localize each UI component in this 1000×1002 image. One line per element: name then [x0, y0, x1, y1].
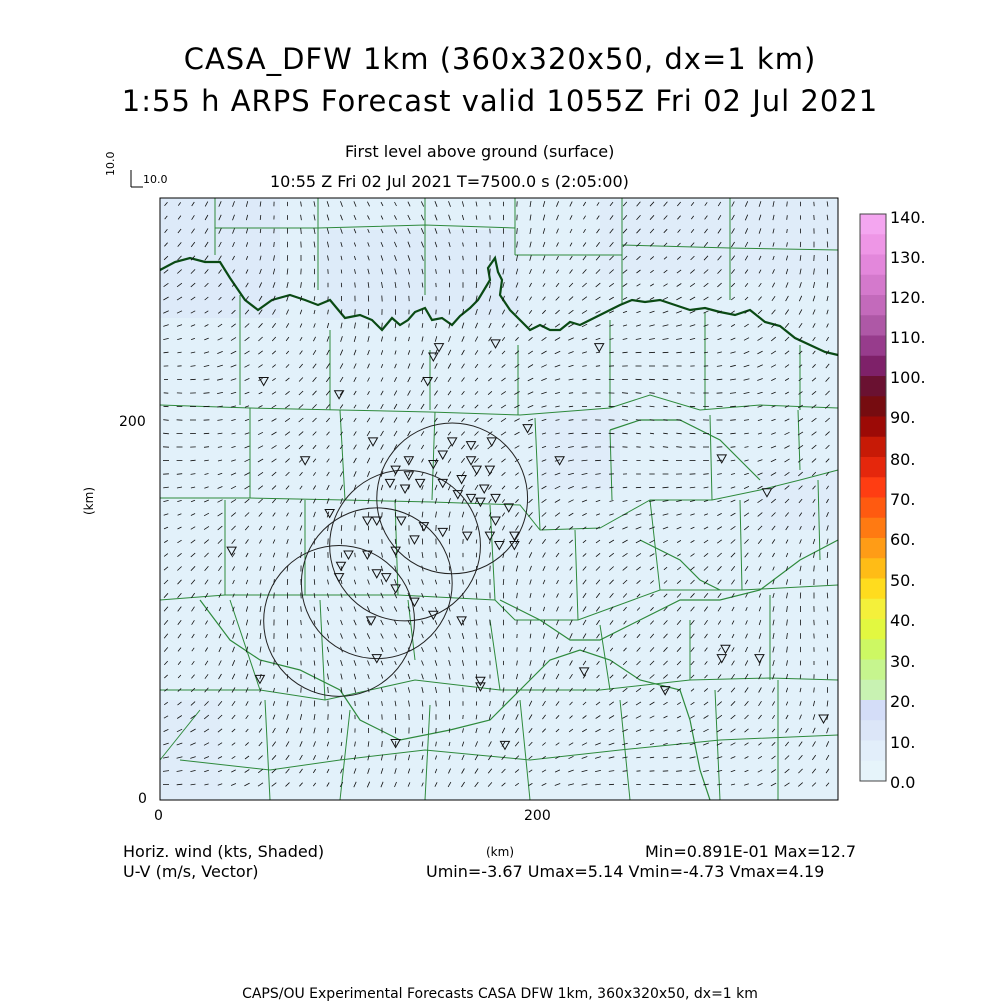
colorbar-swatch [860, 518, 886, 539]
colorbar-swatch [860, 579, 886, 600]
colorbar-swatch [860, 741, 886, 762]
colorbar-label: 60. [890, 530, 915, 549]
x-axis-unit: (km) [486, 845, 514, 859]
colorbar-swatch [860, 437, 886, 458]
colorbar-swatch [860, 234, 886, 255]
forecast-valid-time: 1:55 h ARPS Forecast valid 1055Z Fri 02 Jul 2021 [0, 84, 1000, 118]
reference-vector [131, 170, 143, 187]
y-tick-200: 200 [119, 414, 146, 430]
colorbar-label: 110. [890, 328, 926, 347]
colorbar-swatch [860, 720, 886, 741]
y-axis-unit: (km) [82, 487, 96, 515]
colorbar-label: 30. [890, 652, 915, 671]
colorbar-swatch [860, 558, 886, 579]
time-label: 10:55 Z Fri 02 Jul 2021 T=7500.0 s (2:05:00) [270, 172, 629, 191]
colorbar-swatch [860, 275, 886, 296]
colorbar-label: 140. [890, 208, 926, 227]
colorbar-label: 50. [890, 571, 915, 590]
colorbar-swatch [860, 680, 886, 701]
colorbar-label: 120. [890, 288, 926, 307]
colorbar [860, 214, 886, 781]
ref-vector-horizontal-label: 10.0 [143, 173, 168, 186]
colorbar-swatch [860, 255, 886, 276]
colorbar-swatch [860, 599, 886, 620]
colorbar-label: 70. [890, 490, 915, 509]
colorbar-swatch [860, 295, 886, 316]
colorbar-swatch [860, 761, 886, 782]
colorbar-swatch [860, 315, 886, 336]
x-tick-0: 0 [154, 808, 163, 824]
colorbar-swatch [860, 538, 886, 559]
colorbar-label: 100. [890, 368, 926, 387]
min-max-stats: Min=0.891E-01 Max=12.7 [645, 842, 856, 861]
colorbar-label: 130. [890, 248, 926, 267]
colorbar-label: 0.0 [890, 773, 915, 792]
footer-credit: CAPS/OU Experimental Forecasts CASA DFW 1km, 360x320x50, dx=1 km [0, 986, 1000, 1002]
field-description: Horiz. wind (kts, Shaded) [123, 842, 324, 861]
colorbar-swatch [860, 498, 886, 519]
colorbar-swatch [860, 457, 886, 478]
colorbar-swatch [860, 477, 886, 498]
ref-vector-vertical-label: 10.0 [104, 152, 117, 177]
y-tick-0: 0 [138, 791, 147, 807]
colorbar-swatch [860, 376, 886, 397]
colorbar-swatch [860, 639, 886, 660]
level-label: First level above ground (surface) [345, 142, 614, 161]
colorbar-swatch [860, 700, 886, 721]
colorbar-label: 80. [890, 450, 915, 469]
colorbar-swatch [860, 356, 886, 377]
colorbar-swatch [860, 660, 886, 681]
colorbar-swatch [860, 396, 886, 417]
map-panel [160, 198, 838, 800]
x-tick-200: 200 [524, 808, 551, 824]
colorbar-label: 10. [890, 733, 915, 752]
colorbar-swatch [860, 214, 886, 235]
vector-description: U-V (m/s, Vector) [123, 862, 259, 881]
colorbar-swatch [860, 417, 886, 438]
colorbar-swatch [860, 619, 886, 640]
colorbar-label: 40. [890, 611, 915, 630]
colorbar-label: 20. [890, 692, 915, 711]
forecast-title: CASA_DFW 1km (360x320x50, dx=1 km) [0, 42, 1000, 76]
uv-stats: Umin=-3.67 Umax=5.14 Vmin=-4.73 Vmax=4.19 [426, 862, 824, 881]
colorbar-swatch [860, 336, 886, 357]
colorbar-label: 90. [890, 408, 915, 427]
